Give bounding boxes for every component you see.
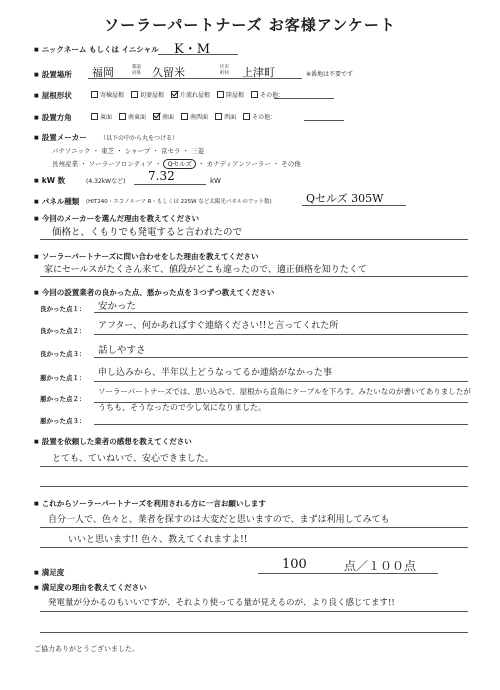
roof-option-0: 寄棟屋根 [100, 92, 125, 99]
roof-other-line [274, 98, 334, 99]
roof-options [86, 90, 286, 99]
good-3-label: 良かった点３： [40, 350, 86, 358]
bad-1-answer: 申し込みから、半年以上どうなってるか連絡がなかった事 [98, 368, 333, 378]
roof-checkbox-0[interactable] [91, 91, 98, 98]
q-satisfaction-line-2 [40, 632, 468, 633]
direction-options [86, 112, 278, 121]
q-message-rule-1 [40, 527, 468, 528]
direction-option-5: その他： [252, 114, 277, 121]
nickname-line [158, 54, 238, 55]
kw-label: ■ kW 数 [34, 175, 65, 186]
direction-option-1: 南東面 [128, 114, 147, 121]
q-impression-answer: とても、ていねいで、安心できました。 [52, 454, 214, 464]
roof-option-3: 陸屋根 [226, 92, 245, 99]
footer-thanks: ご協力ありがとうございました。 [34, 645, 139, 653]
maker-label: ■ 設置メーカー [34, 132, 87, 143]
direction-checkbox-5[interactable] [243, 113, 250, 120]
bad-2-answer: ソーラーパートナーズでは、思い込みで、屋根から直角にケーブルを下ろす。みたいなのが書いてありましたが [98, 387, 471, 396]
q-impression-line-1 [40, 466, 468, 467]
location-note: ※番地は不要です [306, 71, 354, 78]
q-message-line2: いいと思います!! 色々、教えてくれますよ!! [68, 535, 248, 545]
roof-option-4: その他： [260, 92, 285, 99]
q-satisfaction-answer: 発電量が分かるのもいいですが、それより使ってる量が見えるのが、より良く感じてます!! [48, 598, 395, 608]
q-satisfaction-line-1 [40, 611, 468, 612]
maker-row2-a: 長州産業 ・ ソーラーフロンティア ・ [52, 160, 162, 168]
roof-option-1: 切妻屋根 [140, 92, 165, 99]
maker-row1: パナソニック ・ 東芝 ・ シャープ ・ 京セラ ・ 三菱 [52, 147, 205, 155]
kw-line [134, 184, 206, 185]
maker-row2 [52, 159, 301, 168]
good-2-answer: アフター、何かあればすぐ連絡ください!!と言ってくれた所 [98, 321, 339, 331]
direction-checkbox-3[interactable] [181, 113, 188, 120]
page-title: ソーラーパートナーズ お客様アンケート [104, 16, 396, 34]
roof-checkbox-3[interactable] [217, 91, 224, 98]
location-town: 上津町 [242, 66, 275, 79]
kw-value: 7.32 [148, 169, 175, 183]
good-1-line [94, 312, 468, 313]
location-city-unit: 区市町村 [220, 65, 229, 76]
q-reason-label: ■ 今回のメーカーを選んだ理由を教えてください [34, 213, 199, 224]
bad-2-label: 悪かった点２： [40, 395, 86, 403]
q-message-rule-2 [40, 547, 468, 548]
bad-3-line [94, 424, 468, 425]
location-city: 久留米 [152, 66, 185, 79]
q-message-line1: 自分一人で、色々と、業者を探すのは大変だと思いますので、まずは利用してみても [48, 515, 390, 525]
satisfaction-label: ■ 満足度 [34, 567, 64, 578]
bad-1-line [94, 381, 468, 382]
panel-label: ■ パネル種類 [34, 196, 79, 207]
roof-label: ■ 屋根形状 [34, 90, 72, 101]
q-goodbad-label: ■ 今回の設置業者の良かった点、悪かった点を３つずつ教えてください [34, 287, 274, 298]
q-satisfaction-label: ■ 満足度の理由を教えてください [34, 582, 147, 593]
good-3-answer: 話しやすさ [98, 345, 146, 356]
q-inquiry-label: ■ ソーラーパートナーズに問い合わせをした理由を教えてください [34, 251, 258, 262]
direction-checkbox-1[interactable] [119, 113, 126, 120]
good-1-label: 良かった点１： [40, 305, 86, 313]
good-3-line [94, 357, 468, 358]
maker-hint: （以下の中から丸をつける） [100, 135, 179, 142]
q-reason-line [40, 239, 468, 240]
good-1-answer: 安かった [98, 301, 137, 312]
roof-option-2: 片流れ屋根 [180, 92, 211, 99]
location-line [88, 78, 302, 79]
direction-checkbox-4[interactable] [215, 113, 222, 120]
direction-label: ■ 設置方角 [34, 112, 72, 123]
good-2-label: 良かった点２： [40, 327, 86, 335]
maker-circled: Qセルズ [163, 159, 195, 169]
q-inquiry-answer: 家にセールスがたくさん来て、値段がどこも違ったので、適正価格を知りたくて [44, 265, 367, 275]
bad-3-answer: うちも、そうなったので少し気になりました。 [98, 403, 266, 412]
direction-option-4: 西面 [224, 114, 237, 121]
roof-checkbox-2[interactable] [171, 91, 178, 98]
satisfaction-line [258, 573, 438, 574]
q-message-label: ■ これからソーラーパートナーズを利用される方に一言お願いします [34, 498, 266, 509]
q-reason-answer: 価格と、くもりでも発電すると言われたので [52, 227, 243, 238]
panel-value: Qセルズ 305W [306, 192, 384, 205]
direction-other-line [304, 120, 344, 121]
q-inquiry-line [40, 276, 468, 277]
nickname-label: ■ ニックネーム もしくは イニシャル [34, 44, 159, 55]
kw-unit: kW [210, 177, 221, 185]
location-pref-unit: 都道府県 [132, 65, 141, 76]
q-impression-label: ■ 設置を依頼した業者の感想を教えてください [34, 436, 192, 447]
location-label: ■ 設置場所 [34, 69, 72, 80]
direction-option-3: 南西面 [190, 114, 209, 121]
direction-option-0: 東面 [100, 114, 113, 121]
bad-1-label: 悪かった点１： [40, 374, 86, 382]
satisfaction-unit: 点／１００点 [344, 559, 417, 573]
bad-3-label: 悪かった点３： [40, 417, 86, 425]
roof-checkbox-4[interactable] [251, 91, 258, 98]
nickname-value: K・M [174, 42, 211, 57]
kw-hint: (4.32kWなど) [86, 178, 126, 185]
panel-hint: (HIT240・エコノルーツ R・もしくは 225W など太陽光パネルのワット数) [86, 199, 272, 205]
roof-checkbox-1[interactable] [131, 91, 138, 98]
direction-checkbox-0[interactable] [91, 113, 98, 120]
direction-checkbox-2[interactable] [153, 113, 160, 120]
panel-line [302, 205, 406, 206]
direction-option-2: 南面 [162, 114, 175, 121]
satisfaction-value: 100 [282, 557, 307, 572]
maker-row2-b: ・ カナディアンソーラー ・ その他 [197, 160, 301, 168]
q-impression-line-2 [40, 486, 468, 487]
good-2-line [94, 334, 468, 335]
location-prefecture: 福岡 [92, 66, 114, 79]
